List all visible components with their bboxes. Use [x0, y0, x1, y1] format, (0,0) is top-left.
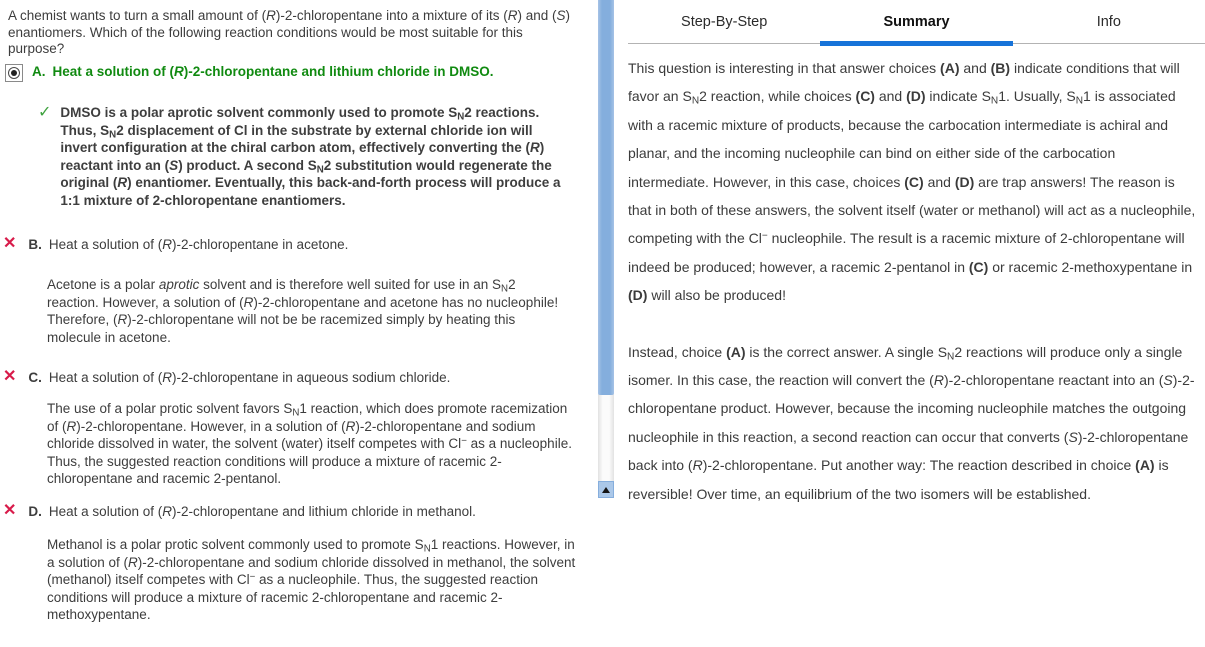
scroll-up-button[interactable]	[598, 481, 614, 498]
answer-option-c[interactable]	[3, 369, 450, 385]
answer-text-c: Heat a solution of (R)-2-chloropentane in aqueous sodium chloride.	[48, 370, 451, 385]
answer-option-b[interactable]	[3, 236, 348, 252]
answer-letter-c: C.	[28, 370, 42, 385]
radio-selected-icon[interactable]	[5, 64, 23, 82]
summary-content	[628, 54, 1205, 508]
answer-explanation-c: The use of a polar protic solvent favors $S_N1$ reaction, which does promote racemization of (R)-2-chloropentane. However, in a solution of (R)-2-chloropentane and sodium chloride dissolved in water, the solvent (water) itself competes with Cl− as a nucleophile. Thus, the suggested reaction conditions will produce a mixture of racemic 2- chloropentane and racemic 2-pentanol.	[47, 401, 572, 486]
answer-text-b: Heat a solution of (R)-2-chloropentane in acetone.	[48, 237, 349, 252]
answer-explanation-b: Acetone is a polar aprotic solvent and is therefore well suited for use in an $S_N2$ reaction. However, a solution of (R)-2-chloropentane and acetone has no nucleophile! Therefore, (R)-2-chloropentane will not be be racemized simply by heating this molecule in acetone.	[47, 277, 559, 345]
answer-text-d: Heat a solution of (R)-2-chloropentane and lithium chloride in methanol.	[48, 504, 476, 519]
answer-explanation-d: Methanol is a polar protic solvent commonly used to promote $S_N1$ reactions. However, in a solution of (R)-2-chloropentane and sodium chloride dissolved in methanol, the solvent (methanol) itself competes with Cl− as a nucleophile. Thus, the suggested reaction conditions will produce a mixture of racemic 2-chloropentane and racemic 2- methoxypentane.	[47, 537, 576, 622]
question-text: A chemist wants to turn a small amount of (R)-2-chloropentane into a mixture of its (R) and (S) enantiomers. Which of the following reaction conditions would be most suitable for this purpose?	[8, 8, 571, 56]
scrollbar[interactable]	[598, 0, 614, 498]
answer-option-a[interactable]	[5, 64, 494, 82]
x-icon: ✕	[3, 235, 17, 252]
radio-dot	[11, 70, 17, 76]
x-icon: ✕	[3, 502, 17, 519]
answer-explanation-a	[38, 104, 600, 209]
summary-paragraph-2: Instead, choice (A) is the correct answer. A single $S_N2$ reactions will produce only a single isomer. In this case, the reaction will convert the (R)-2-chloropentane reactant into an (S)-2- chloropentane product. However, because the incoming nucleophile matches the outgoing nucleophile in this reaction, a second reaction can occur that converts (S)-2-chloropentane back into (R)-2-chloropentane. Put another way: The reaction described in choice (A) is reversible! Over time, an equilibrium of the two isomers will be established.	[628, 343, 1195, 502]
summary-paragraph-1: This question is interesting in that answer choices (A) and (B) indicate conditions that will favor an $S_N2$ reaction, while choices (C) and (D) indicate $S_N1$. Usually, $S_N1$ is associated with a racemic mixture of products, because the carbocation intermediate is achiral and planar, and the incoming nucleophile can bind on either side of the carbocation intermediate. However, in this case, choices (C) and (D) are trap answers! The reason is that in both of these answers, the solvent itself (water or methanol) will act as a nucleophile, competing with the Cl− nucleophile. The result is a racemic mixture of 2-chloropentane will indeed be produced; however, a racemic 2-pentanol in (C) or racemic 2-methoxypentane in (D) will also be produced!	[628, 60, 1196, 304]
answer-letter-a: A.	[32, 64, 46, 79]
explanation-panel	[628, 0, 1205, 647]
answer-letter-b: B.	[28, 237, 42, 252]
tab-bar	[628, 0, 1205, 44]
x-icon: ✕	[3, 368, 17, 385]
tab-step-by-step[interactable]: Step-By-Step	[681, 13, 768, 30]
scrollbar-thumb[interactable]	[598, 0, 614, 395]
answer-letter-d: D.	[28, 504, 42, 519]
arrow-up-icon	[602, 487, 610, 493]
answer-option-d[interactable]	[3, 503, 476, 519]
explanation-text-a: DMSO is a polar aprotic solvent commonly used to promote $S_N2$ reactions. Thus, $S_N2$ displacement of Cl in the substrate by external chloride ion will invert configuration at the chiral carbon atom, effectively converting the (R) reactant into an (S) product. A second $S_N2$ substitution would regenerate the original (R) enantiomer. Eventually, this back-and-forth process will produce a 1:1 mixture of 2-chloropentane enantiomers.	[60, 105, 561, 208]
tab-summary[interactable]: Summary	[820, 0, 1012, 43]
radio-outer-ring	[8, 67, 20, 79]
tab-info[interactable]: Info	[1096, 13, 1121, 30]
answer-text-a: Heat a solution of (R)-2-chloropentane and lithium chloride in DMSO.	[52, 64, 494, 79]
checkmark-icon: ✓	[38, 104, 52, 121]
